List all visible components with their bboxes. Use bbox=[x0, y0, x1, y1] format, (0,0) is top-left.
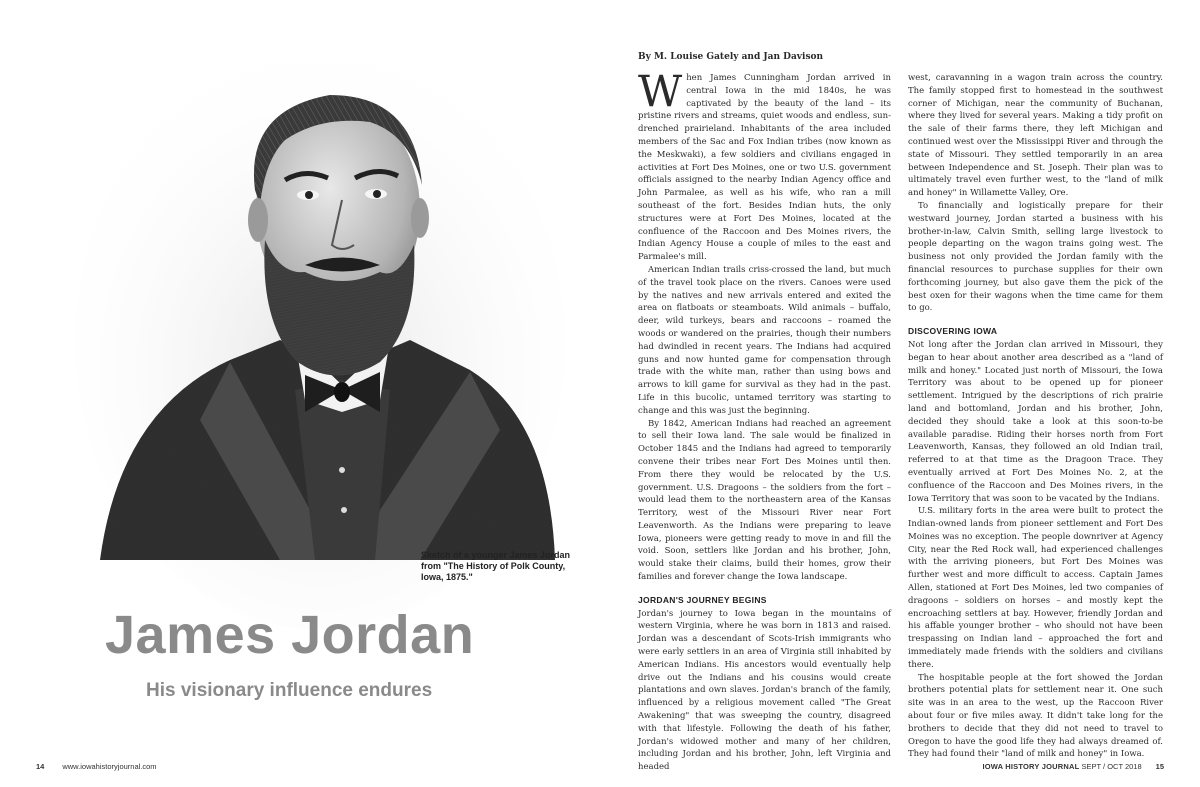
publication-title: IOWA HISTORY JOURNAL bbox=[982, 762, 1080, 771]
article-title: James Jordan bbox=[105, 605, 475, 665]
folio-left bbox=[36, 762, 157, 771]
paragraph: To financially and logistically prepare for their westward journey, Jordan started a business with his brother-in-law, Calvin Smith, selling large livestock to people departing on the wagon trains going west. The business not only provided the Jordan family with the financial resources to purchase supplies for their own forthcoming journey, but also gave them the pick of the best oxen for their wagons when the time came for them to go. bbox=[908, 200, 1163, 314]
text-column-2 bbox=[908, 72, 1163, 760]
website-link[interactable]: www.iowahistoryjournal.com bbox=[62, 762, 157, 771]
publication-name bbox=[982, 762, 1141, 771]
page-number-right: 15 bbox=[1155, 762, 1164, 771]
paragraph: west, caravanning in a wagon train across the country. The family stopped first to homestead in the southwest corner of Michigan, near the community of Buchanan, where they lived for several years. Making a tidy profit on the sale of their farms there, they left Michigan and continued west over the Mississippi River and through the state of Missouri. They settled temporarily in an area between Independence and St. Joseph. Their plan was to ultimately travel even further west, to the "land of milk and honey" in Willamette Valley, Ore. bbox=[908, 73, 1163, 199]
paragraph: American Indian trails criss-crossed the land, but much of the travel took place on the rivers. Canoes were used by the natives and new arrivals entered and exited the area on flatboats or steamboats. Wild animals – buffalo, deer, wild turkeys, bears and raccoons – roamed the woods or wandered on the prairies, though their numbers had dwindled in recent years. The Indians had acquired guns and now hunted game for compensation through trade with the white man, rather than using bows and arrows to kill game for survival as they had in the past. Life in this bucolic, untamed territory was starting to change and this was just the beginning. bbox=[638, 264, 891, 416]
portrait-caption: Sketch of a younger James Jordan from "The History of Polk County, Iowa, 1875." bbox=[421, 550, 571, 582]
paragraph: Jordan's journey to Iowa began in the mountains of western Virginia, where he was born in 1813 and raised. Jordan was a descendant of Scots-Irish immigrants who were early settlers in an area of Virginia still inhabited by American Indians. His ancestors would eventually help drive out the Indians and his cousins would create plantations and own slaves. Jordan's branch of the family, influenced by a religious movement called "The Great Awakening" that was sweeping the country, disagreed with that lifestyle. Following the death of his father, Jordan's widowed mother and many of her children, including Jordan and his brother, John, left Virginia and headed bbox=[638, 608, 891, 773]
folio-right bbox=[982, 762, 1164, 771]
paragraph: Not long after the Jordan clan arrived in Missouri, they began to hear about another area described as a "land of milk and honey." Located just north of Missouri, the Iowa Territory was about to be opened up for pioneer settlement. Intrigued by the descriptions of rich prairie land and bottomland, Jordan and his brother, John, decided they should take a look at this soon-to-be available paradise. Riding their horses north from Fort Leavenworth, Kansas, they followed an old Indian trail, referred to at that time as the Dragoon Trace. They eventually arrived at Fort Des Moines No. 2, at the confluence of the Raccoon and Des Moines rivers, in the Iowa Territory that was soon to be vacated by the Indians. bbox=[908, 339, 1163, 504]
article-subtitle: His visionary influence endures bbox=[146, 680, 433, 701]
drop-cap: W bbox=[638, 67, 683, 117]
section-heading: DISCOVERING IOWA bbox=[908, 326, 998, 337]
portrait-sketch bbox=[80, 40, 560, 600]
issue-date: SEPT / OCT 2018 bbox=[1081, 762, 1142, 771]
section-heading: JORDAN'S JOURNEY BEGINS bbox=[638, 594, 767, 605]
paragraph bbox=[638, 67, 891, 264]
paragraph: U.S. military forts in the area were built to protect the Indian-owned lands from pioneer settlement and Fort Des Moines was no exception. The people downriver at Agency City, near the Red Rock wall, had experienced challenges with the arriving pioneers, but Fort Des Moines was further west and more difficult to access. Captain James Allen, stationed at Fort Des Moines, led two companies of dragoons – soldiers on horses – and mostly kept the encroaching settlers at bay. However, friendly Jordan and his affable younger brother – who should not have been trespassing on Indian land – approached the fort and immediately made friends with the soldiers and civilians there. bbox=[908, 506, 1163, 670]
byline: By M. Louise Gately and Jan Davison bbox=[638, 52, 824, 62]
text-column-1 bbox=[638, 67, 891, 773]
page-number-left: 14 bbox=[36, 762, 45, 771]
paragraph-text: hen James Cunningham Jordan arrived in central Iowa in the mid 1840s, he was captivated by the beauty of the land – its pristine rivers and streams, quiet woods and endless, sun-drenched prairieland. Inhabitants of the area included members of the Sac and Fox Indian tribes (now known as the Meskwaki), a few soldiers and civilians engaged in activities at Fort Des Moines, one or two U.S. government officials assigned to the nearby Indian Agency office and John Parmalee, as well as his wife, who ran a mill southeast of the fort. Besides Indian huts, the only structures were at Fort Des Moines, located at the confluence of the Raccoon and Des Moines rivers, the Indian Agency House a couple of miles to the east and Parmalee's mill. bbox=[638, 73, 891, 263]
paragraph: By 1842, American Indians had reached an agreement to sell their Iowa land. The sale would be finalized in October 1845 and the Indians had agreed to temporarily convene their tribes near Fort Des Moines until then. From there they would be relocated by the U.S. government. U.S. Dragoons – the soldiers from the fort – would lead them to the northeastern area of the Kansas Territory, west of the Missouri River near Fort Leavenworth. As the Indians were preparing to leave Iowa, pioneers were getting ready to move in and fill the void. Soon, settlers like Jordan and his brother, John, would stake their claims, build their homes, grow their families and forever change the Iowa landscape. bbox=[638, 418, 891, 583]
paragraph: The hospitable people at the fort showed the Jordan brothers potential plats for settlement near it. One such site was in an area to the west, up the Raccoon River about four or five miles away. It didn't take long for the brothers to decide that they did not need to travel to Oregon to have the good life they had always dreamed of. They had found their "land of milk and honey" in Iowa. bbox=[908, 672, 1163, 760]
